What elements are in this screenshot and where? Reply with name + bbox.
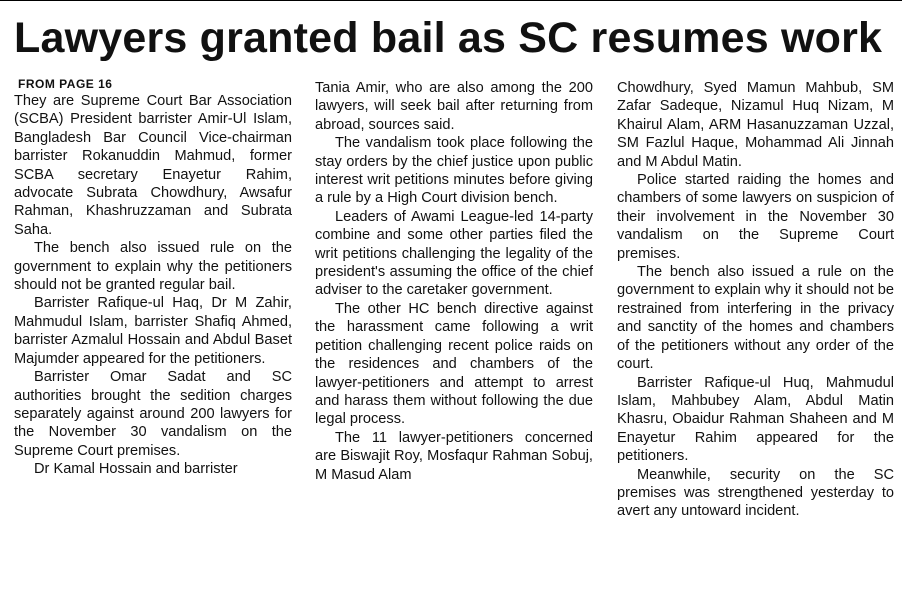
paragraph: The vandalism took place following the stay orders by the chief justice upon public interest writ petitions minutes before giving a rule by a High Court division bench. — [315, 135, 593, 207]
paragraph: The other HC bench directive against the harassment came following a writ petition challenging recent police raids on the residences and chambers of the lawyer-petitioners and attempt to arrest and harass them without following the due legal process. — [315, 300, 593, 428]
column-1 — [14, 77, 292, 605]
paragraph: They are Supreme Court Bar Association (SCBA) President barrister Amir-Ul Islam, Bangladesh Bar Council Vice-chairman barrister Rokanuddin Mahmud, former SCBA secretary Enayetur Rahim, advocate Subrata Chowdhury, Awsafur Rahman, Khashruzzaman and Subrata Saha. — [14, 93, 292, 238]
paragraph: Meanwhile, security on the SC premises was strengthened yesterday to avert any untoward incident. — [617, 466, 894, 520]
continuation-kicker: FROM PAGE 16 — [18, 77, 113, 91]
paragraph: The bench also issued a rule on the government to explain why it should not be restrained from interfering in the privacy and sanctity of the homes and chambers of the petitioners without any order of the court. — [617, 264, 894, 373]
paragraph: Leaders of Awami League-led 14-party combine and some other parties filed the writ petitions challenging the legality of the president's assuming the office of the chief adviser to the caretaker government. — [315, 208, 593, 299]
paragraph: The 11 lawyer-petitioners concerned are Biswajit Roy, Mosfaqur Rahman Sobuj, M Masud Alam — [315, 429, 593, 483]
paragraph: The bench also issued rule on the government to explain why the petitioners should not be granted regular bail. — [14, 240, 292, 294]
paragraph: Police started raiding the homes and chambers of some lawyers on suspicion of their involvement in the November 30 vandalism on the Supreme Court premises. — [617, 172, 894, 262]
paragraph: Barrister Rafique-ul Haq, Dr M Zahir, Mahmudul Islam, barrister Shafiq Ahmed, barrister Azmalul Hossain and Abdul Baset Majumder appeared for the petitioners. — [14, 295, 292, 367]
headline: Lawyers granted bail as SC resumes work — [14, 14, 883, 62]
paragraph: Barrister Omar Sadat and SC authorities brought the sedition charges separately against around 200 lawyers for the November 30 vandalism on the Supreme Court premises. — [14, 369, 292, 459]
column-3 — [617, 79, 894, 607]
paragraph: Chowdhury, Syed Mamun Mahbub, SM Zafar Sadeque, Nizamul Huq Nizam, M Khairul Alam, ARM Hasanuzzaman Uzzal, SM Fazlul Haque, Mohammad Ali Jinnah and M Abdul Matin. — [617, 80, 894, 170]
paragraph: Dr Kamal Hossain and barrister — [34, 461, 238, 478]
paragraph: Barrister Rafique-ul Huq, Mahmudul Islam, Mahbubey Alam, Abdul Matin Khasru, Obaidur Rahman Shaheen and M Enayetur Rahim appeared for the petitioners. — [617, 374, 894, 465]
column-2 — [315, 79, 593, 607]
paragraph: Tania Amir, who are also among the 200 lawyers, will seek bail after returning from abroad, sources said. — [315, 80, 593, 133]
